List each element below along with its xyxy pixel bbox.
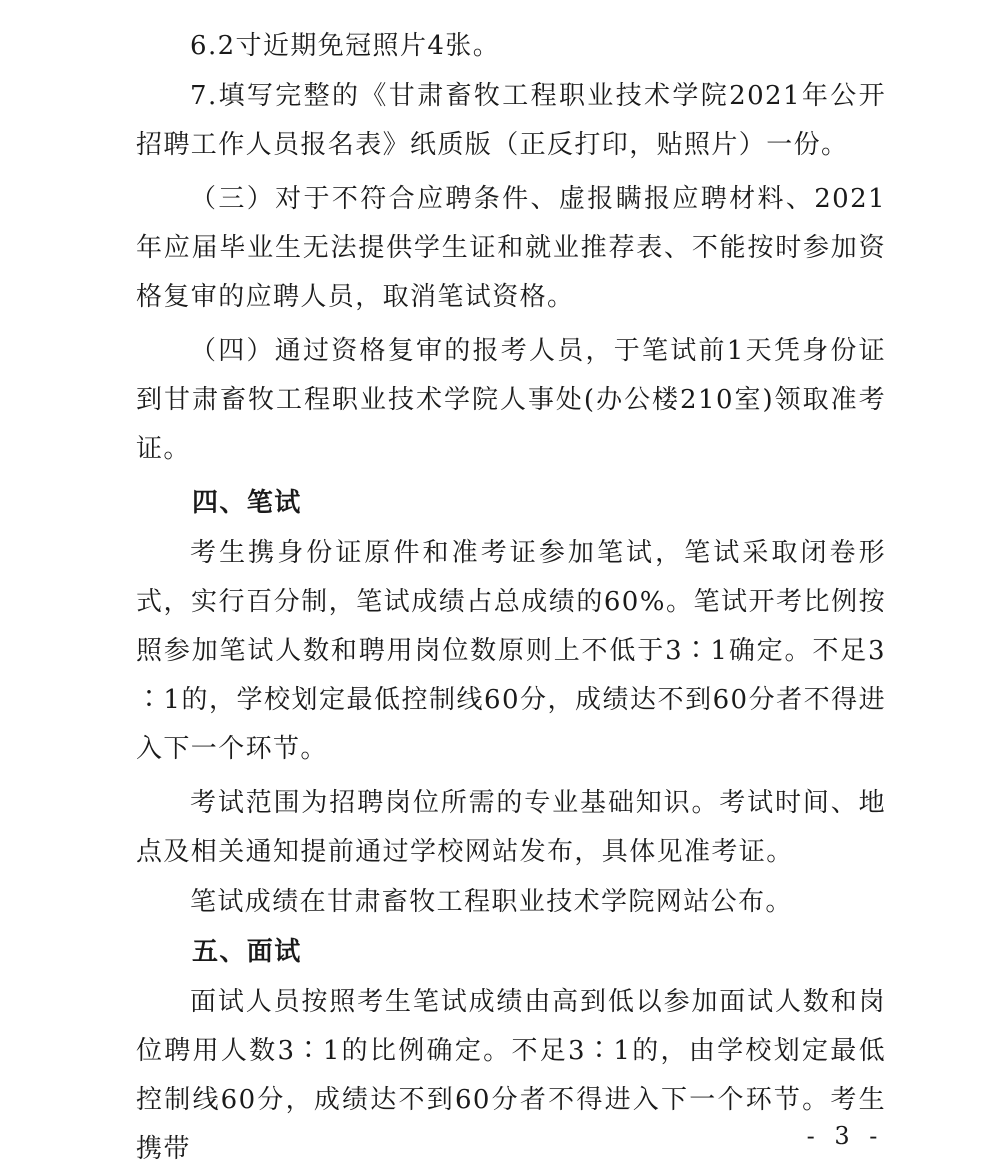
paragraph-disqualification: （三）对于不符合应聘条件、虚报瞒报应聘材料、2021年应届毕业生无法提供学生证和就业推荐表、不能按时参加资格复审的应聘人员，取消笔试资格。: [136, 184, 886, 312]
paragraph-interview-rules: 面试人员按照考生笔试成绩由高到低以参加面试人数和岗位聘用人数3∶1的比例确定。不足3∶1的，由学校划定最低控制线60分，成绩达不到60分者不得进入下一个环节。考生携带: [136, 987, 886, 1164]
document-body: [136, 22, 886, 1174]
section-heading-written-exam: 四、笔试: [192, 488, 302, 518]
paragraph-written-exam-rules: 考生携身份证原件和准考证参加笔试，笔试采取闭卷形式，实行百分制，笔试成绩占总成绩的60%。笔试开考比例按照参加笔试人数和聘用岗位数原则上不低于3∶1确定。不足3∶1的，学校划定最低控制线60分，成绩达不到60分者不得进入下一个环节。: [136, 538, 886, 764]
page-number: - 3 -: [806, 1122, 884, 1150]
paragraph-score-publication: 笔试成绩在甘肃畜牧工程职业技术学院网站公布。: [190, 887, 793, 917]
section-heading-interview: 五、面试: [192, 937, 302, 967]
paragraph-exam-scope: 考试范围为招聘岗位所需的专业基础知识。考试时间、地点及相关通知提前通过学校网站发布，具体见准考证。: [136, 788, 886, 867]
paragraph-registration-form: 7.填写完整的《甘肃畜牧工程职业技术学院2021年公开招聘工作人员报名表》纸质版（正反打印，贴照片）一份。: [136, 81, 886, 160]
paragraph-photo-requirement: 6.2寸近期免冠照片4张。: [190, 31, 501, 61]
paragraph-admission-ticket: （四）通过资格复审的报考人员，于笔试前1天凭身份证到甘肃畜牧工程职业技术学院人事处(办公楼210室)领取准考证。: [136, 336, 886, 464]
